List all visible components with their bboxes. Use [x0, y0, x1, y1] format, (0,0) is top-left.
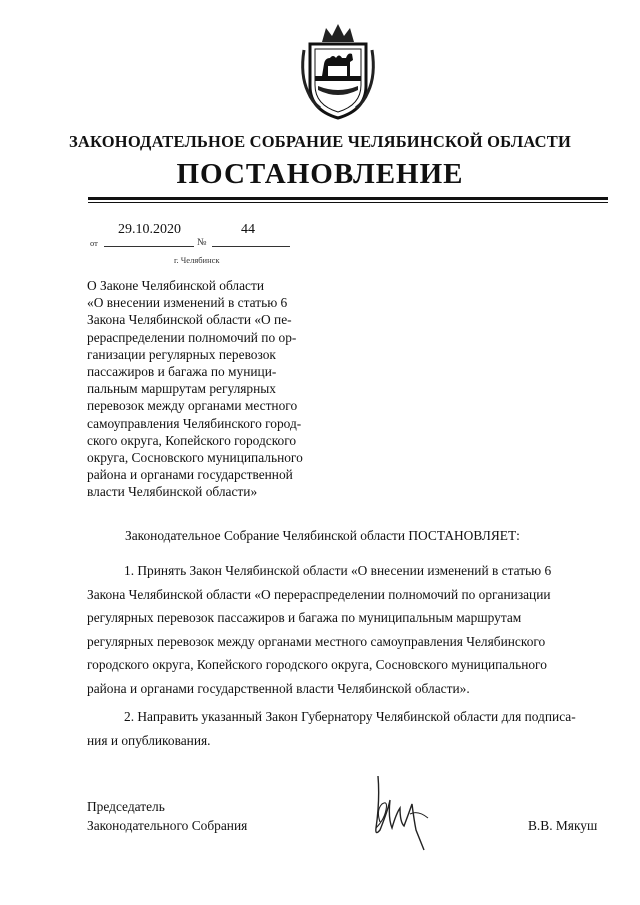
organization-title: ЗАКОНОДАТЕЛЬНОЕ СОБРАНИЕ ЧЕЛЯБИНСКОЙ ОБЛАСТИ [68, 132, 572, 151]
clause-1-line: района и органами государственной власти Челябинской области». [87, 680, 470, 696]
date-underline [104, 246, 194, 247]
subject-line: округа, Сосновского муниципального [87, 450, 303, 466]
clause-2-line: 2. Направить указанный Закон Губернатору Челябинской области для подписа- [124, 709, 576, 724]
document-type-title: ПОСТАНОВЛЕНИЕ [176, 158, 464, 190]
clause-1-line: 1. Принять Закон Челябинской области «О внесении изменений в статью 6 [124, 563, 552, 578]
number-underline [212, 246, 290, 247]
preamble: Законодательное Собрание Челябинской области ПОСТАНОВЛЯЕТ: [125, 528, 520, 543]
clause-1-line: Закона Челябинской области «О перераспределении полномочий по организации [87, 586, 551, 602]
clause-2 [87, 705, 609, 752]
header-rule-thick [88, 197, 608, 200]
subject-line: рераспределении полномочий по ор- [87, 329, 297, 345]
subject-line: «О внесении изменений в статью 6 [87, 295, 288, 311]
subject-line: Закона Челябинской области «О пе- [87, 312, 292, 328]
city-label: г. Челябинск [174, 255, 220, 265]
clause-1 [87, 559, 609, 701]
clause-1-line: регулярных перевозок между органами местного самоуправления Челябинского [87, 633, 546, 649]
subject-line: О Законе Челябинской области [87, 278, 265, 293]
position-line-2: Законодательного Собрания [87, 818, 248, 833]
clause-1-line: городского округа, Копейского городского округа, Сосновского муниципального [87, 657, 547, 673]
subject-line: перевозок между органами местного [87, 398, 298, 414]
subject-line: власти Челябинской области» [87, 484, 258, 500]
date-value: 29.10.2020 [118, 222, 181, 237]
subject-line: ского округа, Копейского городского [87, 432, 297, 448]
number-label: № [197, 237, 207, 248]
handwritten-signature [366, 770, 456, 860]
clause-2-line: ния и опубликования. [87, 732, 211, 748]
subject-line: самоуправления Челябинского город- [87, 415, 302, 431]
signatory-position [87, 797, 247, 835]
subject-line: пассажиров и багажа по муници- [87, 364, 277, 380]
document-subject [87, 277, 317, 501]
position-line-1: Председатель [87, 799, 165, 814]
subject-line: пальным маршрутам регулярных [87, 381, 276, 397]
subject-line: района и органами государственной [87, 467, 293, 483]
clause-1-line: регулярных перевозок пассажиров и багажа по муниципальным маршрутам [87, 610, 522, 626]
coat-of-arms-emblem [298, 20, 378, 120]
from-label: от [90, 238, 98, 248]
subject-line: ганизации регулярных перевозок [87, 346, 276, 362]
header-rule-thin [88, 202, 608, 203]
signatory-name: В.В. Мякуш [528, 818, 598, 833]
number-value: 44 [241, 222, 255, 237]
